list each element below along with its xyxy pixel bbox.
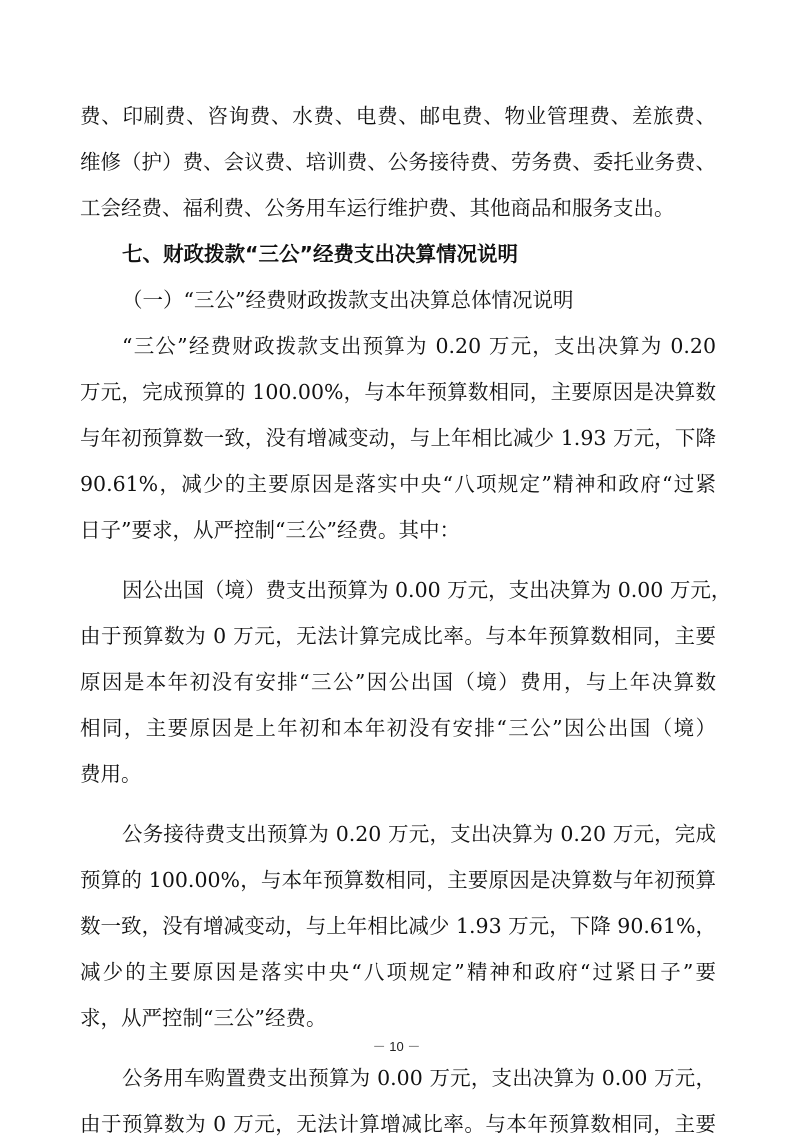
- text-line: 日子”要求，从严控制“三公”经费。其中：: [80, 518, 460, 542]
- paragraph-expense-list: [80, 93, 716, 231]
- text-line: 与年初预算数一致，没有增减变动，与上年相比减少 1.93 万元，下降: [80, 426, 716, 450]
- paragraph-gap: [80, 553, 716, 567]
- document-body: [80, 93, 732, 1147]
- text-line: 求，从严控制“三公”经费。: [80, 1006, 327, 1030]
- page-number: － 10 －: [372, 1039, 421, 1054]
- text-line: 90.61%，减少的主要原因是落实中央“八项规定”精神和政府“过紧: [80, 472, 716, 496]
- text-line: 工会经费、福利费、公务用车运行维护费、其他商品和服务支出。: [80, 196, 675, 220]
- text-line: 数一致，没有增减变动，与上年相比减少 1.93 万元，下降 90.61%，: [80, 914, 716, 938]
- text-line: 公务用车购置费支出预算为 0.00 万元，支出决算为 0.00 万元，: [122, 1066, 716, 1090]
- text-line: 原因是本年初没有安排“三公”因公出国（境）费用，与上年决算数: [80, 670, 716, 694]
- section-heading: 七、财政拨款“三公”经费支出决算情况说明: [122, 242, 518, 266]
- text-line: 因公出国（境）费支出预算为 0.00 万元，支出决算为 0.00 万元，: [122, 578, 732, 602]
- text-line: 减少的主要原因是落实中央“八项规定”精神和政府“过紧日子”要: [80, 960, 716, 984]
- subsection-heading: （一）“三公”经费财政拨款支出决算总体情况说明: [122, 288, 574, 312]
- text-line: 维修（护）费、会议费、培训费、公务接待费、劳务费、委托业务费、: [80, 150, 716, 174]
- text-line: 由于预算数为 0 万元，无法计算完成比率。与本年预算数相同，主要: [80, 624, 716, 648]
- text-line: 预算的 100.00%，与本年预算数相同，主要原因是决算数与年初预算: [80, 868, 716, 892]
- text-line: 由于预算数为 0 万元，无法计算增减比率。与本年预算数相同，主要: [80, 1112, 716, 1136]
- text-line: 万元，完成预算的 100.00%，与本年预算数相同，主要原因是决算数: [80, 380, 716, 404]
- paragraph-overseas-travel: [80, 567, 732, 797]
- paragraph-gap: [80, 797, 716, 811]
- paragraph-vehicle-purchase: [80, 1055, 716, 1147]
- paragraph-reception: [80, 811, 716, 1041]
- text-line: 公务接待费支出预算为 0.20 万元，支出决算为 0.20 万元，完成: [122, 822, 716, 846]
- text-line: 费、印刷费、咨询费、水费、电费、邮电费、物业管理费、差旅费、: [80, 104, 716, 128]
- paragraph-total-summary: [80, 323, 716, 553]
- text-line: 相同，主要原因是上年初和本年初没有安排“三公”因公出国（境）: [80, 716, 716, 740]
- text-line: 费用。: [80, 762, 142, 786]
- text-line: “三公”经费财政拨款支出预算为 0.20 万元，支出决算为 0.20: [122, 334, 716, 358]
